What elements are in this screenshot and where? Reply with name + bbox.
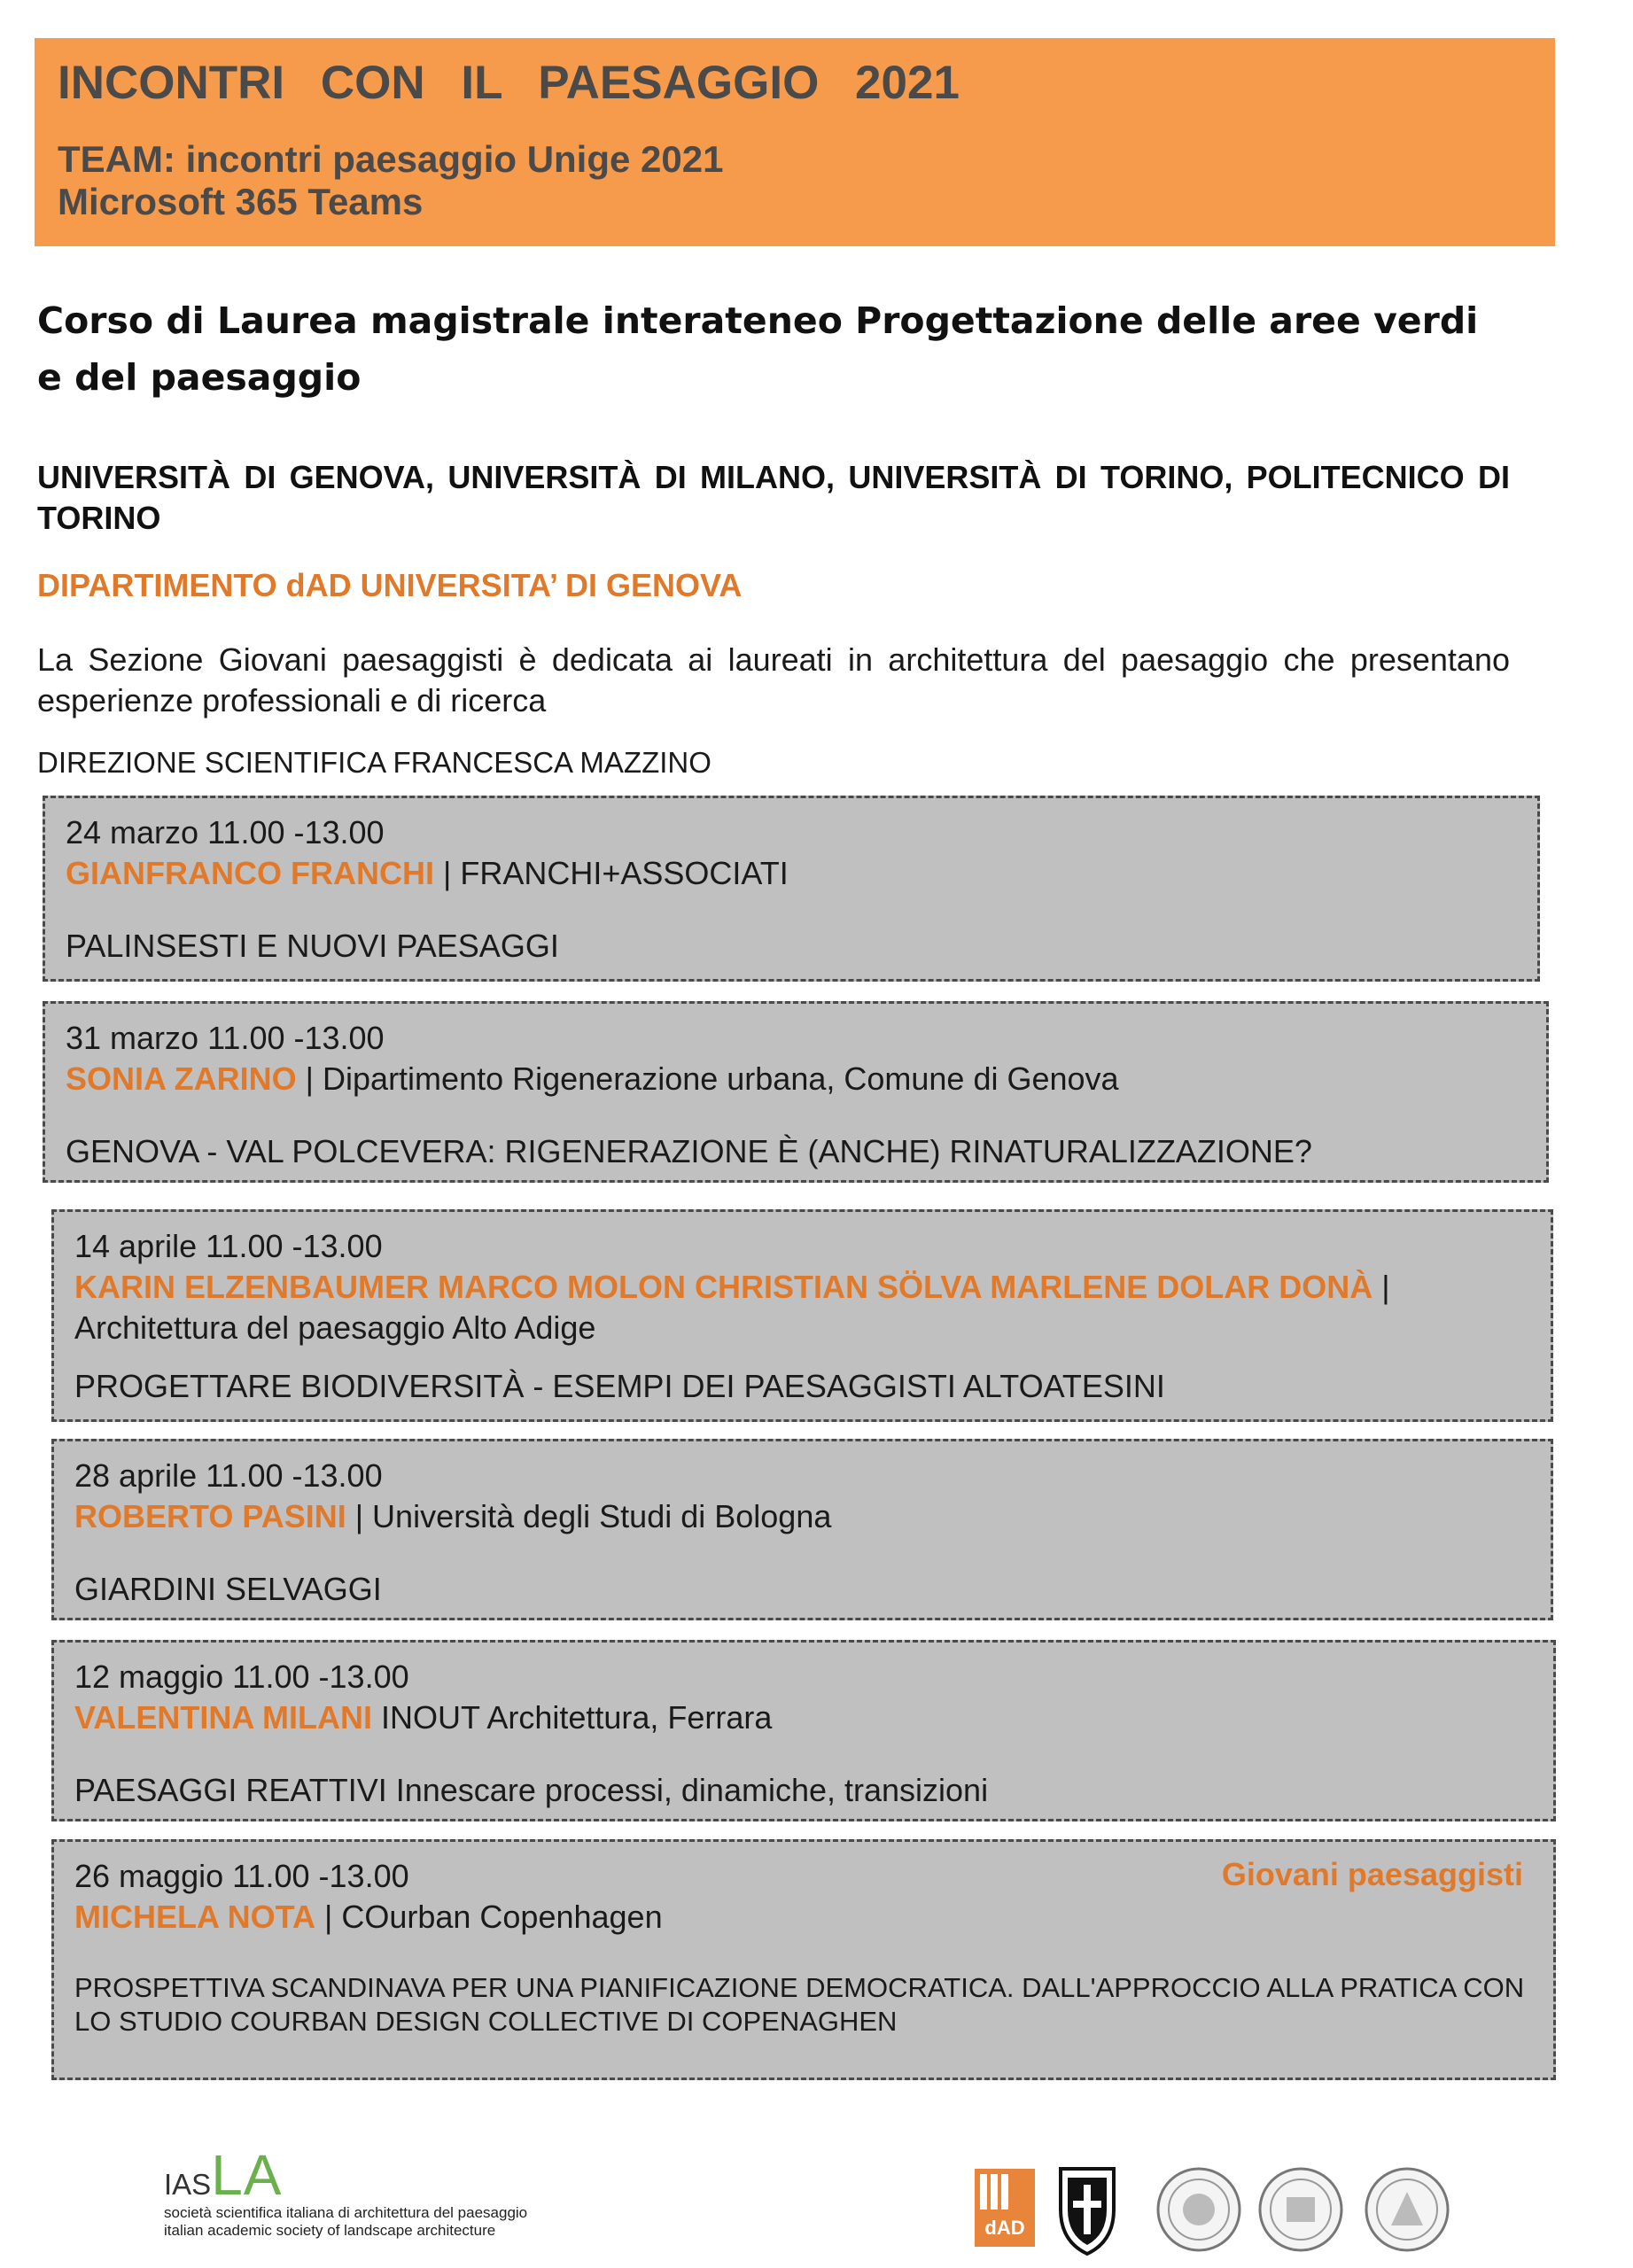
iasla-caption-it: società scientifica italiana di architettura del paesaggio (164, 2204, 528, 2221)
event-talk: PROGETTARE BIODIVERSITÀ - ESEMPI DEI PAESAGGISTI ALTOATESINI (74, 1368, 1165, 1404)
university-seal-1 (1158, 2169, 1240, 2250)
event-talk: PALINSESTI E NUOVI PAESAGGI (66, 928, 559, 964)
event-card (51, 1209, 1553, 1422)
universities: UNIVERSITÀ DI GENOVA, UNIVERSITÀ DI MILANO, UNIVERSITÀ DI TORINO, POLITECNICO DI TORINO (37, 459, 1510, 536)
event-speaker: SONIA ZARINO (66, 1060, 297, 1097)
scientific-direction: DIREZIONE SCIENTIFICA FRANCESCA MAZZINO (37, 746, 712, 779)
event-speaker: KARIN ELZENBAUMER MARCO MOLON CHRISTIAN SÖLVA MARLENE DOLAR DONÀ (74, 1269, 1373, 1305)
event-affiliation: | COurban Copenhagen (315, 1899, 663, 1935)
intro-text: La Sezione Giovani paesaggisti è dedicata ai laureati in architettura del paesaggio che presentano esperienze professionali e di ricerca (37, 641, 1510, 718)
event-talk: PAESAGGI REATTIVI Innescare processi, dinamiche, transizioni (74, 1772, 989, 1808)
event-affiliation: | Dipartimento Rigenerazione urbana, Comune di Genova (296, 1060, 1119, 1097)
event-affiliation: | Università degli Studi di Bologna (346, 1498, 832, 1534)
university-seal-3 (1366, 2169, 1448, 2250)
event-speaker-line (74, 1267, 1530, 1348)
event-speaker-line (66, 853, 1517, 894)
event-card (43, 1001, 1549, 1183)
platform-name: Microsoft 365 Teams (58, 181, 424, 223)
event-date: 31 marzo 11.00 -13.00 (66, 1020, 385, 1056)
event-date: 24 marzo 11.00 -13.00 (66, 814, 385, 850)
event-speaker-line (74, 1897, 1533, 1938)
institution-logos (975, 2162, 1489, 2259)
iasla-logo-la: LA (211, 2143, 283, 2207)
event-card (51, 1640, 1556, 1821)
unige-shield-logo (1061, 2169, 1114, 2254)
event-talk: PROSPETTIVA SCANDINAVA PER UNA PIANIFICAZIONE DEMOCRATICA. DALL'APPROCCIO ALLA PRATICA CON LO STUDIO COURBAN DESIGN COLLECTIVE DI COPENAGHEN (74, 1972, 1525, 2037)
event-card (51, 1839, 1556, 2080)
iasla-caption-en: italian academic society of landscape architecture (164, 2222, 496, 2239)
event-card (51, 1439, 1553, 1620)
event-speaker-line (66, 1059, 1526, 1099)
iasla-logo (164, 2142, 527, 2208)
course-title: Corso di Laurea magistrale interateneo Progettazione delle aree verdi e del paesaggio (37, 299, 1479, 399)
event-speaker: VALENTINA MILANI (74, 1699, 372, 1736)
event-affiliation: INOUT Architettura, Ferrara (371, 1699, 773, 1736)
event-speaker: GIANFRANCO FRANCHI (66, 855, 434, 891)
event-date: 28 aprile 11.00 -13.00 (74, 1457, 383, 1494)
event-affiliation: | Architettura del paesaggio Alto Adige (74, 1269, 1390, 1346)
event-date: 26 maggio 11.00 -13.00 (74, 1858, 409, 1894)
dad-logo (975, 2169, 1035, 2247)
event-speaker: MICHELA NOTA (74, 1899, 315, 1935)
header-banner (35, 38, 1555, 246)
event-speaker-line (74, 1697, 1533, 1738)
event-date: 14 aprile 11.00 -13.00 (74, 1228, 383, 1264)
event-affiliation: | FRANCHI+ASSOCIATI (433, 855, 789, 891)
event-speaker: ROBERTO PASINI (74, 1498, 346, 1534)
iasla-logo-ias: IAS (164, 2168, 212, 2201)
event-talk: GIARDINI SELVAGGI (74, 1571, 382, 1607)
department: DIPARTIMENTO dAD UNIVERSITA’ DI GENOVA (37, 567, 743, 603)
dad-logo-text: dAD (984, 2217, 1025, 2239)
team-name: TEAM: incontri paesaggio Unige 2021 (58, 138, 724, 180)
event-talk: GENOVA - VAL POLCEVERA: RIGENERAZIONE È (ANCHE) RINATURALIZZAZIONE? (66, 1133, 1312, 1169)
university-seal-2 (1260, 2169, 1341, 2250)
giovani-paesaggisti-tag: Giovani paesaggisti (1221, 1856, 1523, 1892)
event-card (43, 796, 1540, 982)
event-speaker-line (74, 1496, 1530, 1537)
page-title: INCONTRI CON IL PAESAGGIO 2021 (58, 57, 960, 109)
event-date: 12 maggio 11.00 -13.00 (74, 1658, 409, 1695)
iasla-logo-block (164, 2142, 527, 2240)
